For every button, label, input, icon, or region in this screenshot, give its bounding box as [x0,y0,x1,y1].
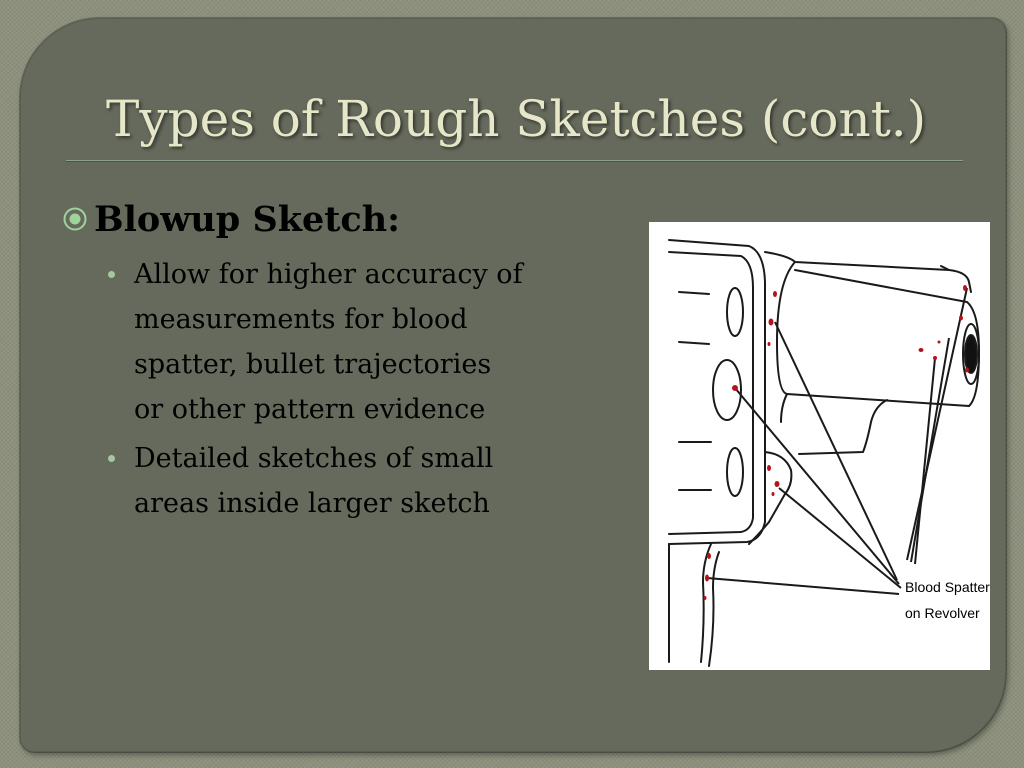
sub-bullet-item [108,436,638,526]
title-divider [66,160,963,162]
callout-label-line-1: Blood Spatter [905,579,990,595]
sub-bullet-line: or other pattern evidence [134,394,486,425]
dot-icon [108,455,115,462]
sub-bullet-item [108,252,638,432]
main-bullet-text: Blowup Sketch: [94,198,401,240]
main-bullet [62,196,400,242]
circled-dot-icon [62,206,88,232]
revolver-sketch-figure [649,222,990,670]
sub-bullet-list [108,252,638,530]
sub-bullet-line: measurements for blood [134,304,468,335]
callout-label-line-2: on Revolver [905,605,980,621]
sub-bullet-line: spatter, bullet trajectories [134,349,492,380]
dot-icon [108,271,115,278]
revolver-sketch-drawing [649,222,990,670]
slide-title: Types of Rough Sketches (cont.) [106,90,927,148]
sub-bullet-line: Allow for higher accuracy of [134,259,523,290]
sub-bullet-line: Detailed sketches of small [134,443,494,474]
sub-bullet-line: areas inside larger sketch [134,488,490,519]
